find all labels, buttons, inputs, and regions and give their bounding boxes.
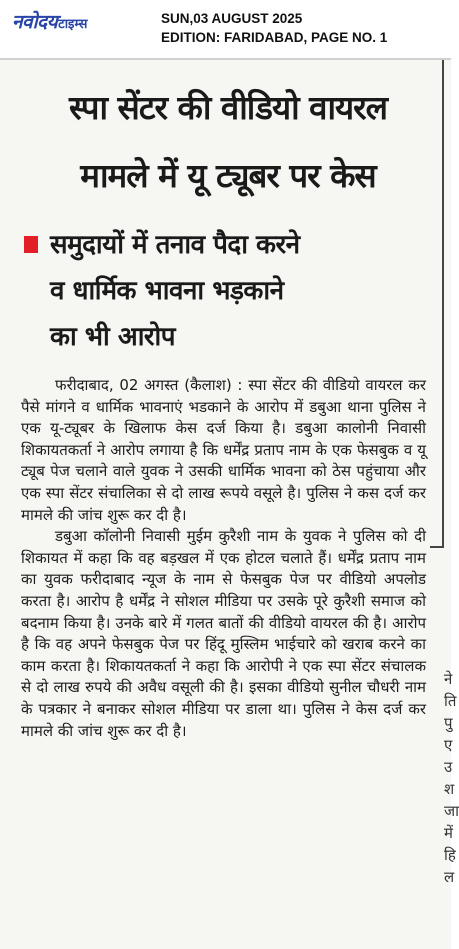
column-rule-foot xyxy=(430,546,444,548)
logo-sub-text: टाइम्स xyxy=(58,17,88,32)
red-square-bullet-icon xyxy=(24,236,38,253)
subheadline-line: का भी आरोप xyxy=(50,322,176,352)
headline-line: स्पा सेंटर की वीडियो वायरल xyxy=(68,88,388,127)
body-paragraph: डबुआ कॉलोनी निवासी मुईम कुरैशी नाम के युवक ने पुलिस को दी शिकायत में कहा कि वह बड़खल में एक होटल चलाते हैं। धर्मेंद्र प्रताप नाम का युवक फरीदाबाद न्यूज के नाम से फेसबुक पेज पर वीडियो अपलोड करता है। आरोप है धर्मेंद्र ने सोशल मीडिया पर उसके पूरे कुरैशी समाज को बदनाम किया है। उनके बारे में गलत बातों की वीडियो वायरल की है। आरोप है कि वह अपने फेसबुक पेज पर हिंदू मुस्लिम भाईचारे को खराब करने का काम करता है। शिकायतकर्ता ने कहा कि आरोपी ने एक स्पा सेंटर संचालक से दो लाख रुपये की अवैध वसूली की है। इसका वीडियो सुनील चौधरी नाम के पत्रकार ने बनाकर सोशल मीडिया पर डाला था। पुलिस ने केस दर्ज कर मामले की जांच शुरू कर दी है। xyxy=(21,527,426,740)
masthead-bar xyxy=(0,0,451,58)
adjacent-letter: उ xyxy=(444,758,453,776)
subheadline-line: व धार्मिक भावना भड़काने xyxy=(50,276,284,306)
newspaper-logo xyxy=(12,8,87,34)
adjacent-letter: पु xyxy=(444,714,453,732)
adjacent-letter: ति xyxy=(444,692,457,710)
column-rule xyxy=(442,60,444,548)
adjacent-letter: हि xyxy=(444,846,456,864)
adjacent-letter: ए xyxy=(444,736,453,754)
adjacent-letter: में xyxy=(444,824,453,842)
adjacent-letter: ल xyxy=(444,868,455,886)
article-headline xyxy=(22,74,434,210)
subheadline-line: समुदायों में तनाव पैदा करने xyxy=(50,230,300,260)
edition-info xyxy=(161,9,387,47)
headline-line: मामले में यू ट्यूबर पर केस xyxy=(80,156,376,195)
adjacent-letter: ने xyxy=(444,670,453,688)
adjacent-letter: श xyxy=(444,780,455,798)
publication-date: SUN,03 AUGUST 2025 xyxy=(161,11,303,26)
adjacent-letter: जा xyxy=(444,802,459,820)
body-paragraph: फरीदाबाद, 02 अगस्त (कैलाश) : स्पा सेंटर की वीडियो वायरल कर पैसे मांगने व धार्मिक भावनाएं भडकाने के आरोप में डबुआ थाना पुलिस ने एक यू-ट्यूबर के खिलाफ केस दर्ज किया है। डबुआ कालोनी निवासी शिकायतकर्ता ने आरोप लगाया है कि धर्मेंद्र प्रताप नाम के एक फेसबुक व यू ट्यूब पेज चलाने वाले युवक ने उसकी धार्मिक भावना को ठेस पहुंचाया और एक स्पा सेंटर संचालिका से दो लाख रूपये वसूले है। पुलिस ने कस दर्ज कर मामले की जांच शुरू कर दी है। xyxy=(21,376,426,524)
edition-page: EDITION: FARIDABAD, PAGE NO. 1 xyxy=(161,30,388,45)
adjacent-column-fragment xyxy=(444,668,459,888)
logo-main-text: नवोदय xyxy=(12,11,58,33)
article-body xyxy=(21,375,426,742)
subheadline-text xyxy=(50,222,440,360)
